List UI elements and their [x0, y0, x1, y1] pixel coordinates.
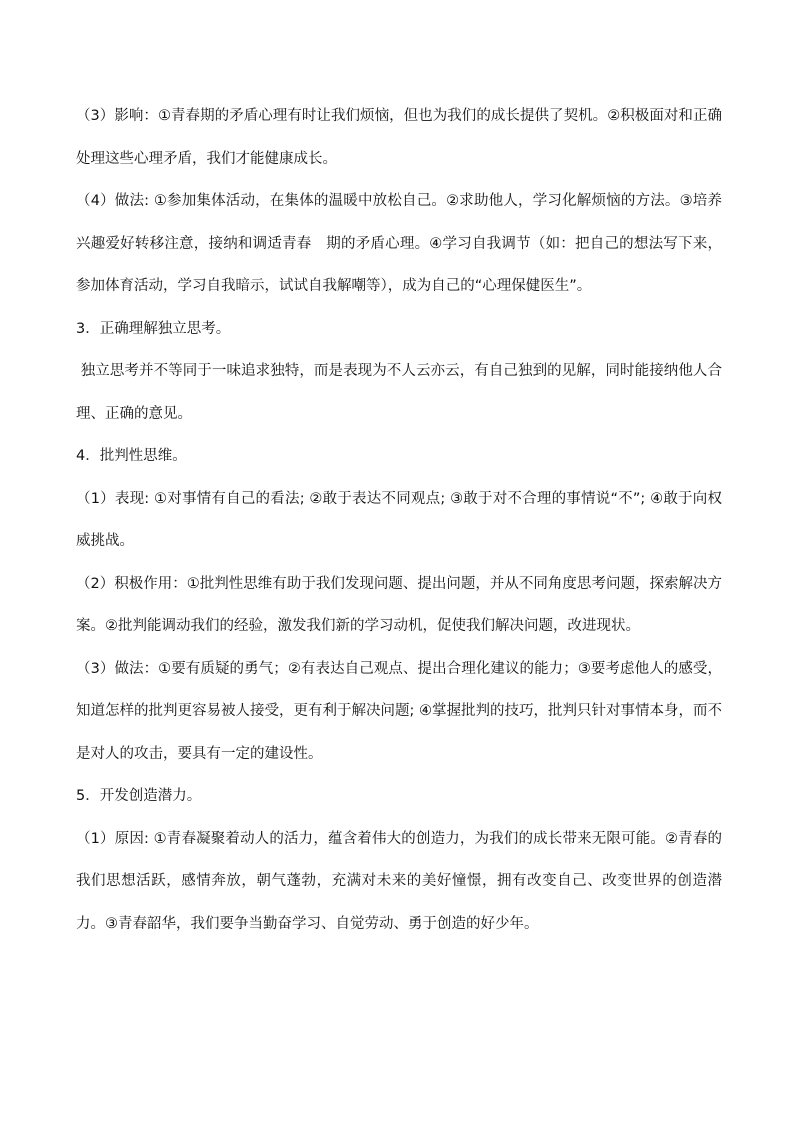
- document-body: [76, 95, 722, 945]
- heading-creative-potential: 5．开发创造潜力。: [76, 788, 202, 804]
- paragraph-independent-thinking: 独立思考并不等同于一味追求独特，而是表现为不人云亦云，有自己独到的见解，同时能接纳他人合理、正确的意见。: [76, 363, 722, 422]
- paragraph-influence: （3）影响：①青春期的矛盾心理有时让我们烦恼，但也为我们的成长提供了契机。②积极面对和正确处理这些心理矛盾，我们才能健康成长。: [76, 108, 722, 167]
- paragraph-critical-positive-role: （2）积极作用：①批判性思维有助于我们发现问题、提出问题，并从不同角度思考问题，探索解决方案。②批判能调动我们的经验，激发我们新的学习动机，促使我们解决问题，改进现状。: [76, 575, 722, 634]
- paragraph-practice: （4）做法: ①参加集体活动，在集体的温暖中放松自己。②求助他人，学习化解烦恼的方法。③培养兴趣爱好转移注意，接纳和调适青春 期的矛盾心理。④学习自我调节（如：把自己的想法写下来，参加体育活动，学习自我暗示，试试自我解嘲等），成为自己的“心理保健医生”。: [76, 193, 722, 294]
- paragraph-creative-reasons: （1）原因: ①青春凝聚着动人的活力，蕴含着伟大的创造力，为我们的成长带来无限可能。②青春的我们思想活跃，感情奔放，朝气蓬勃，充满对未来的美好憧憬，拥有改变自己、改变世界的创造潜力。③青春韶华，我们要争当勤奋学习、自觉劳动、勇于创造的好少年。: [76, 830, 722, 932]
- paragraph-critical-manifestation: （1）表现: ①对事情有自己的看法; ②敢于表达不同观点; ③敢于对不合理的事情说“不”; ④敢于向权威挑战。: [76, 490, 722, 549]
- heading-independent-thinking: 3．正确理解独立思考。: [76, 320, 231, 337]
- heading-critical-thinking: 4．批判性思维。: [76, 448, 187, 464]
- paragraph-critical-practice: （3）做法：①要有质疑的勇气；②有表达自己观点、提出合理化建议的能力；③要考虑他人的感受，知道怎样的批判更容易被人接受，更有利于解决问题; ④掌握批判的技巧，批判只针对事情本身，而不是对人的攻击，要具有一定的建设性。: [76, 660, 722, 762]
